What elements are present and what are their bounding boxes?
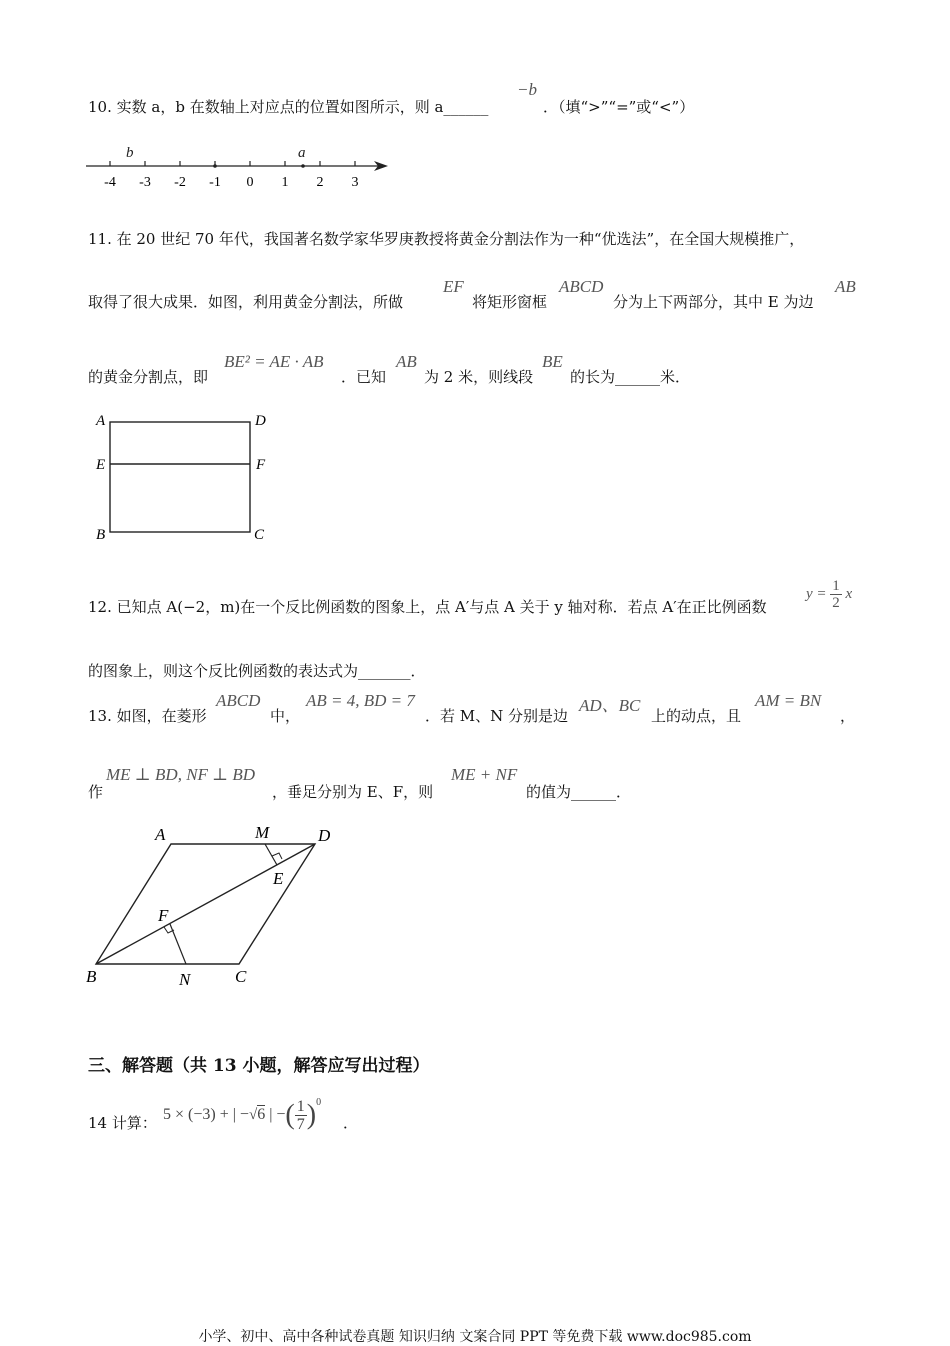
- footer-text: 小学、初中、高中各种试卷真题 知识归纳 文案合同 PPT 等免费下载 www.doc985.com: [198, 1329, 752, 1345]
- q10-tail: ．（填“>”“=”或“<”）: [543, 98, 695, 116]
- number-line-figure: [84, 140, 394, 190]
- tick-label: -1: [209, 175, 221, 190]
- q13-math-sides: AD、BC: [579, 696, 641, 715]
- diagonal-bd: [96, 844, 315, 964]
- tick-label: 2: [316, 175, 324, 190]
- q13-line1-e: ，: [840, 707, 856, 725]
- rectangle-window-figure: [90, 408, 280, 548]
- q13-line1-b: 中，: [270, 707, 301, 725]
- q13-line2-c: 的值为______．: [526, 783, 632, 801]
- point-a-label: a: [298, 145, 306, 161]
- tick-label: 3: [351, 175, 359, 190]
- q10-math-neg-b: −b: [517, 80, 537, 99]
- label-D: D: [255, 413, 266, 429]
- q12-func-x: x: [845, 585, 853, 602]
- q13-line2-b: ，垂足分别为 E、F，则: [272, 783, 434, 801]
- q14-expr-b: | −: [269, 1106, 286, 1124]
- tick-label: -4: [104, 175, 116, 190]
- q14-exponent: 0: [316, 1096, 322, 1108]
- q11-line2-a: 取得了很大成果．如图，利用黄金分割法，所做: [88, 293, 404, 311]
- q13-math-perp: ME ⊥ BD, NF ⊥ BD: [106, 765, 256, 784]
- label-B: B: [86, 967, 97, 986]
- q13-math-abcd: ABCD: [216, 691, 261, 710]
- q13-math-am-bn: AM = BN: [755, 691, 822, 710]
- q14-end: ．: [343, 1114, 359, 1132]
- tick-label: -2: [174, 175, 186, 190]
- q11-math-ab2: AB: [396, 352, 417, 371]
- q11-line2-c: 分为上下两部分，其中 E 为边: [613, 293, 814, 311]
- q11-line3-b: ．已知: [341, 368, 387, 386]
- q14-paren-open: (: [285, 1099, 295, 1131]
- segment-nf: [170, 924, 186, 964]
- q13-line2-a: 作: [88, 783, 104, 801]
- section-heading: 三、解答题（共 13 小题，解答应写出过程）: [88, 1056, 430, 1076]
- q10-stem: 10. 实数 a，b 在数轴上对应点的位置如图所示，则 a______: [88, 98, 489, 116]
- label-C: C: [254, 527, 265, 543]
- q13-math-sum: ME + NF: [451, 765, 518, 784]
- q12-math-func: [806, 578, 852, 611]
- label-A: A: [96, 413, 106, 429]
- q14-fraction: [295, 1098, 307, 1133]
- q14-sqrt-symbol: √: [248, 1107, 258, 1124]
- q12-fraction: [830, 578, 842, 611]
- q11-math-eq: BE² = AE · AB: [224, 352, 324, 371]
- q12-func-y: y =: [806, 585, 827, 602]
- q13-line1-c: ．若 M、N 分别是边: [425, 707, 569, 725]
- label-N: N: [179, 970, 191, 989]
- q13-math-given: AB = 4, BD = 7: [306, 691, 415, 710]
- tick-label: -3: [139, 175, 151, 190]
- label-A: A: [155, 825, 166, 844]
- label-B: B: [96, 527, 106, 543]
- point-b-label: b: [126, 145, 134, 161]
- q13-line1-d: 上的动点，且: [651, 707, 742, 725]
- q10-text-line: [88, 96, 488, 117]
- label-D: D: [318, 826, 331, 845]
- label-M: M: [255, 823, 270, 842]
- point-a-dot: [301, 164, 305, 168]
- label-E: E: [273, 869, 284, 888]
- q14-expression: [163, 1098, 321, 1133]
- q11-line3-c: 为 2 米，则线段: [424, 368, 534, 386]
- q14-label: 14 计算：: [88, 1114, 157, 1132]
- q12-line1: 12. 已知点 A(−2，m)在一个反比例函数的图象上，点 A′与点 A 关于 y 轴对称．若点 A′在正比例函数: [88, 598, 767, 616]
- q11-line3-d: 的长为______米．: [570, 368, 691, 386]
- q11-math-be: BE: [542, 352, 563, 371]
- q14-expr-a: 5 × (−3) + | −: [163, 1106, 249, 1124]
- rectangle-abcd: [110, 422, 250, 532]
- q14-frac-num: 1: [296, 1098, 305, 1115]
- label-E: E: [96, 457, 106, 473]
- q11-line1: 11. 在 20 世纪 70 年代，我国著名数学家华罗庚教授将黄金分割法作为一种“优选法”，在全国大规模推广，: [88, 230, 805, 248]
- q14-sqrt-radicand: 6: [257, 1106, 266, 1124]
- tick-label: 0: [246, 175, 254, 190]
- q13-line1-a: 13. 如图，在菱形: [88, 707, 207, 725]
- q12-line2: 的图象上，则这个反比例函数的表达式为_______．: [88, 662, 426, 680]
- q11-line3-a: 的黄金分割点，即: [88, 368, 209, 386]
- q11-line2-b: 将矩形窗框: [472, 293, 548, 311]
- q11-math-ab: AB: [835, 277, 856, 296]
- label-C: C: [235, 967, 247, 986]
- point-b-dot: [213, 164, 217, 168]
- rhombus-figure: [80, 818, 350, 993]
- q11-math-abcd: ABCD: [559, 277, 604, 296]
- tick-label: 1: [281, 175, 289, 190]
- q12-frac-num: 1: [832, 578, 840, 594]
- label-F: F: [158, 906, 169, 925]
- q11-math-ef: EF: [443, 277, 464, 296]
- q14-paren-close: ): [306, 1099, 317, 1131]
- q14-frac-den: 7: [296, 1116, 305, 1133]
- q12-frac-den: 2: [832, 595, 840, 611]
- label-F: F: [256, 457, 266, 473]
